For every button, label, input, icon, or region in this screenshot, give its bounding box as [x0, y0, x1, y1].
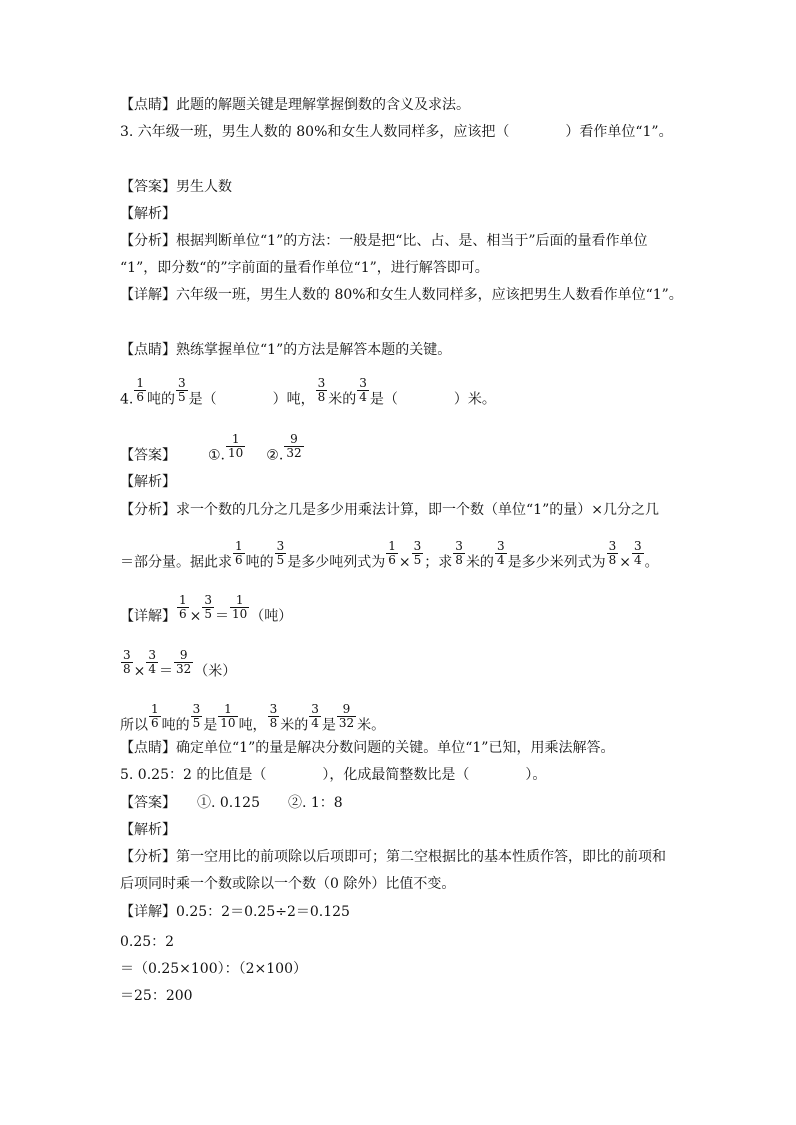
text: 吨的	[147, 391, 175, 408]
analysis-heading: 【解析】	[120, 206, 176, 222]
analysis-text: 后项同时乘一个数或除以一个数（0 除外）比值不变。	[120, 876, 456, 892]
numerator: 3	[178, 376, 186, 390]
numerator: 1	[179, 593, 187, 607]
numerator: 9	[179, 648, 188, 662]
text: 是多少吨列式为	[287, 554, 386, 571]
numerator: 3	[496, 539, 505, 553]
denominator: 4	[148, 662, 157, 676]
numerator: 3	[317, 376, 326, 390]
analysis-heading: 【解析】	[120, 822, 176, 838]
denominator: 4	[633, 553, 642, 567]
fraction	[268, 703, 280, 730]
denominator: 8	[269, 716, 278, 730]
numerator: 9	[342, 702, 351, 716]
fraction	[218, 703, 237, 730]
numerator: 3	[633, 539, 642, 553]
equation-step: 0.25：2	[120, 934, 175, 950]
numerator: 1	[231, 432, 240, 446]
text: 是（ ）吨，	[188, 391, 315, 408]
detail-text	[120, 593, 293, 630]
analysis-text: 【分析】根据判断单位“1”的方法：一般是把“比、占、是、相当于”后面的量看作单位	[120, 233, 648, 249]
numerator: 1	[224, 702, 232, 716]
fraction	[495, 540, 507, 567]
text: ＝部分量。据此求	[120, 554, 232, 571]
detail-text: 【详解】六年级一班，男生人数的 80%和女生人数同样多，应该把男生人数看作单位“1”。	[120, 287, 683, 303]
fraction	[176, 377, 188, 404]
times-sign: ×	[189, 608, 202, 625]
answer-marker: ②.	[266, 447, 284, 464]
numerator: 1	[388, 539, 396, 553]
numerator: 1	[235, 593, 244, 607]
numerator: 3	[269, 702, 278, 716]
fraction	[134, 377, 146, 404]
denominator: 6	[151, 716, 159, 730]
text: 吨的	[161, 717, 190, 734]
question-3: 3. 六年级一班，男生人数的 80%和女生人数同样多，应该把（ ）看作单位“1”。	[120, 124, 673, 140]
text: 所以	[120, 717, 148, 734]
fraction	[632, 540, 644, 567]
text: 。	[644, 554, 659, 571]
denominator: 6	[136, 390, 144, 404]
fraction	[309, 703, 321, 730]
unit: （米）	[194, 663, 237, 680]
fraction	[412, 540, 424, 567]
denominator: 8	[608, 553, 617, 567]
denominator: 32	[338, 716, 355, 730]
numerator: 3	[413, 539, 422, 553]
fraction	[191, 703, 203, 730]
question-number: 4.	[120, 391, 134, 408]
fraction	[337, 703, 356, 730]
denominator: 8	[455, 553, 463, 567]
denominator: 6	[179, 607, 187, 621]
fraction	[230, 594, 249, 621]
text: 米的	[465, 554, 494, 571]
text: 吨的	[245, 554, 274, 571]
times-sign: ×	[133, 663, 146, 680]
denominator: 5	[178, 390, 186, 404]
fraction	[226, 433, 245, 460]
equation-step: ＝（0.25×100）：（2×100）	[120, 961, 307, 977]
text: 是（ ）米。	[369, 391, 496, 408]
equation	[120, 648, 237, 685]
numerator: 1	[235, 539, 243, 553]
numerator: 3	[359, 376, 367, 390]
analysis-text: “1”，即分数“的”字前面的量看作单位“1”，进行解答即可。	[120, 260, 489, 276]
numerator: 3	[311, 702, 319, 716]
key-point: 【点睛】熟练掌握单位“1”的方法是解答本题的关键。	[120, 342, 452, 358]
text: ；求	[424, 554, 453, 571]
numerator: 3	[276, 539, 285, 553]
equals-sign: ＝	[159, 663, 174, 680]
unit: （吨）	[250, 608, 293, 625]
text: 米的	[328, 391, 357, 408]
text: 是	[321, 717, 336, 734]
text: 米。	[357, 717, 386, 734]
question-4	[120, 376, 496, 413]
conclusion	[120, 702, 386, 739]
detail-label: 【详解】	[120, 608, 176, 625]
numerator: 1	[136, 376, 144, 390]
fraction	[146, 649, 158, 676]
denominator: 4	[311, 716, 319, 730]
fraction	[453, 540, 465, 567]
fraction	[284, 433, 303, 460]
text-line: 【点睛】此题的解题关键是理解掌握倒数的含义及求法。	[120, 97, 470, 113]
numerator: 3	[204, 593, 213, 607]
text: 是	[203, 717, 218, 734]
denominator: 10	[232, 607, 248, 621]
denominator: 5	[276, 553, 285, 567]
analysis-text: 【分析】第一空用比的前项除以后项即可；第二空根据比的基本性质作答，即比的前项和	[120, 849, 666, 865]
answer	[120, 432, 305, 469]
numerator: 3	[148, 648, 157, 662]
answer: 【答案】男生人数	[120, 179, 232, 195]
analysis-text: 【分析】求一个数的几分之几是多少用乘法计算，即一个数（单位“1”的量）×几分之几	[120, 502, 659, 518]
detail-text: 【详解】0.25：2＝0.25÷2＝0.125	[120, 904, 350, 920]
denominator: 8	[123, 662, 131, 676]
equals-sign: ＝	[215, 608, 230, 625]
denominator: 8	[317, 390, 326, 404]
fraction	[386, 540, 398, 567]
denominator: 5	[413, 553, 422, 567]
equation-step: ＝25：200	[120, 988, 193, 1004]
denominator: 10	[220, 716, 236, 730]
fraction	[316, 377, 328, 404]
denominator: 6	[388, 553, 396, 567]
denominator: 5	[204, 607, 213, 621]
analysis-heading: 【解析】	[120, 474, 176, 490]
analysis-text	[120, 539, 659, 576]
numerator: 3	[123, 648, 131, 662]
fraction	[275, 540, 287, 567]
denominator: 5	[192, 716, 201, 730]
numerator: 9	[290, 432, 298, 446]
fraction	[607, 540, 619, 567]
denominator: 32	[176, 662, 192, 676]
denominator: 32	[286, 446, 302, 460]
numerator: 3	[192, 702, 201, 716]
key-point: 【点睛】确定单位“1”的量是解决分数问题的关键。单位“1”已知，用乘法解答。	[120, 740, 615, 756]
answer-label: 【答案】	[120, 447, 176, 464]
answer-marker: ①.	[208, 447, 226, 464]
numerator: 3	[455, 539, 463, 553]
denominator: 4	[496, 553, 505, 567]
question-5: 5. 0.25：2 的比值是（ ），化成最简整数比是（ ）。	[120, 767, 547, 783]
fraction	[202, 594, 214, 621]
text: 吨，	[238, 717, 267, 734]
answer: 【答案】 ①. 0.125 ②. 1：8	[120, 795, 343, 811]
denominator: 6	[235, 553, 243, 567]
fraction	[174, 649, 193, 676]
fraction	[149, 703, 161, 730]
times-sign: ×	[619, 554, 631, 571]
times-sign: ×	[398, 554, 411, 571]
fraction	[177, 594, 189, 621]
text: 是多少米列式为	[507, 554, 606, 571]
numerator: 1	[151, 702, 159, 716]
fraction	[233, 540, 245, 567]
text: 米的	[280, 717, 309, 734]
denominator: 10	[228, 446, 244, 460]
fraction	[121, 649, 133, 676]
fraction	[357, 377, 369, 404]
numerator: 3	[608, 539, 617, 553]
denominator: 4	[359, 390, 367, 404]
